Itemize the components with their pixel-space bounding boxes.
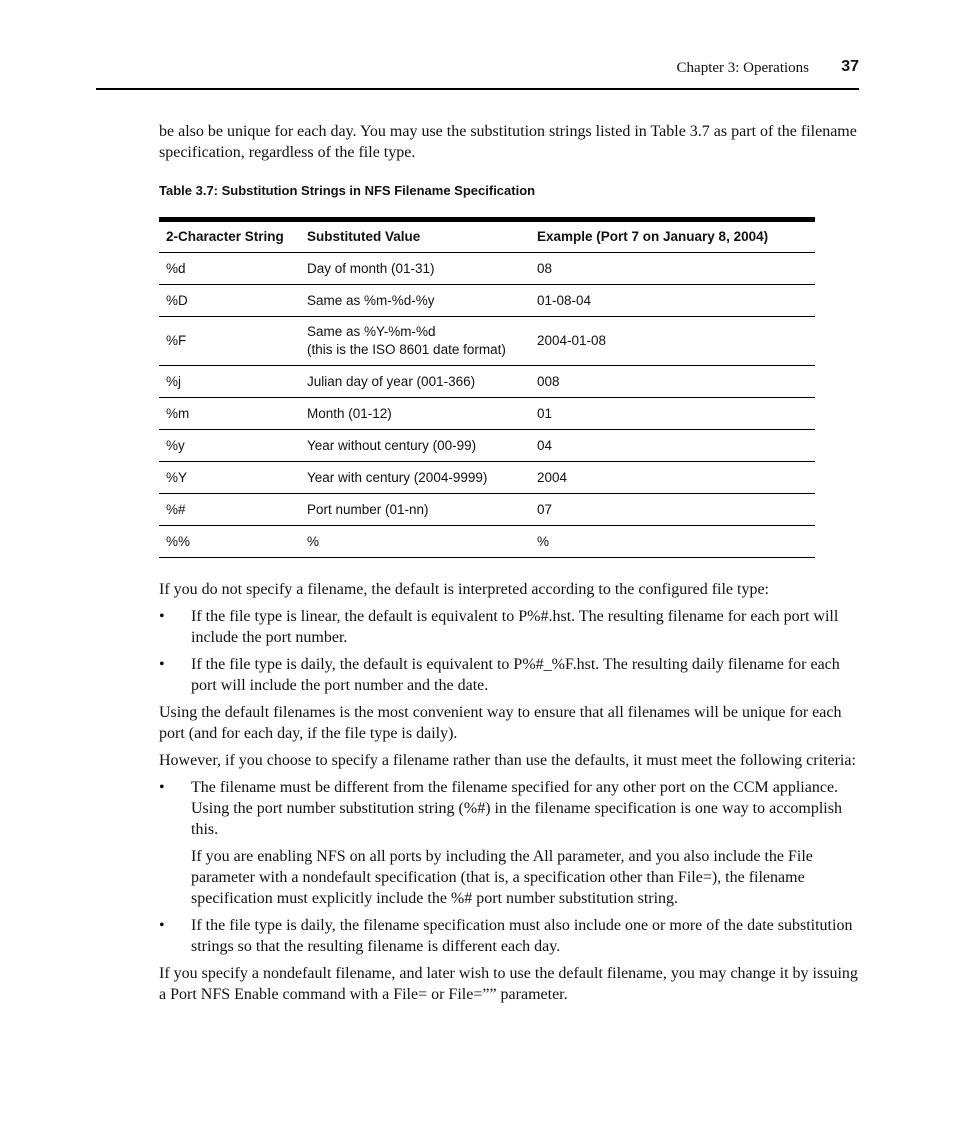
table-header-row (159, 220, 815, 253)
code-cell: %d (159, 253, 300, 285)
table-row (159, 462, 815, 494)
value-line-note: (this is the ISO 8601 date format) (307, 342, 506, 357)
page-content (159, 121, 859, 1005)
example-cell: 2004 (530, 462, 815, 494)
bullet-marker: • (159, 656, 165, 673)
bullet-text: The filename must be different from the filename specified for any other port on the CCM appliance. Using the port number substitution string (%#) in the filename specification is one way to accomplish this. (191, 779, 842, 838)
bullet-note-paragraph: If you are enabling NFS on all ports by including the All parameter, and you also include the File parameter with a nondefault specification (that is, a specification other than File=), the filename specification must explicitly include the %# port number substitution string. (191, 848, 813, 907)
chapter-title: Chapter 3: Operations (676, 60, 809, 76)
column-header: 2-Character String (159, 220, 300, 253)
bullet-item (159, 777, 859, 840)
example-cell: 08 (530, 253, 815, 285)
column-header: Substituted Value (300, 220, 530, 253)
criteria-intro-paragraph: However, if you choose to specify a filename rather than use the defaults, it must meet the following criteria: (159, 752, 856, 769)
page-header (96, 56, 859, 90)
table-row (159, 526, 815, 558)
code-cell: %j (159, 366, 300, 398)
closing-paragraph: If you specify a nondefault filename, and later wish to use the default filename, you may change it by issuing a Port NFS Enable command with a File= or File=”” parameter. (159, 965, 858, 1003)
example-cell: 01-08-04 (530, 285, 815, 317)
bullet-marker: • (159, 608, 165, 625)
table-row (159, 253, 815, 285)
substitution-table (159, 217, 815, 558)
value-cell: Same as %m-%d-%y (300, 285, 530, 317)
bullet-item (159, 606, 859, 648)
code-cell: %y (159, 430, 300, 462)
bullet-text: If the file type is linear, the default is equivalent to P%#.hst. The resulting filename for each port will include the port number. (191, 608, 839, 646)
code-cell: %% (159, 526, 300, 558)
default-intro-paragraph: If you do not specify a filename, the default is interpreted according to the configured file type: (159, 581, 769, 598)
value-cell: Month (01-12) (300, 398, 530, 430)
convenience-paragraph: Using the default filenames is the most convenient way to ensure that all filenames will be unique for each port (and for each day, if the file type is daily). (159, 704, 842, 742)
value-cell: Year with century (2004-9999) (300, 462, 530, 494)
bullet-item (159, 654, 859, 696)
example-cell: 07 (530, 494, 815, 526)
code-cell: %D (159, 285, 300, 317)
intro-paragraph: be also be unique for each day. You may use the substitution strings listed in Table 3.7 as part of the filename specification, regardless of the file type. (159, 123, 857, 161)
value-line: Same as %Y-%m-%d (307, 324, 436, 339)
table-caption: Table 3.7: Substitution Strings in NFS Filename Specification (159, 183, 536, 198)
example-cell: 2004-01-08 (530, 317, 815, 366)
example-cell: 01 (530, 398, 815, 430)
code-cell: %# (159, 494, 300, 526)
bullet-text: If the file type is daily, the default is equivalent to P%#_%F.hst. The resulting daily filename for each port will include the port number and the date. (191, 656, 840, 694)
example-cell: % (530, 526, 815, 558)
table-row (159, 285, 815, 317)
value-cell: Julian day of year (001-366) (300, 366, 530, 398)
table-row (159, 398, 815, 430)
page-number: 37 (841, 58, 859, 75)
value-cell: % (300, 526, 530, 558)
value-cell (300, 317, 530, 366)
bullet-text: If the file type is daily, the filename specification must also include one or more of the date substitution strings so that the resulting filename is different each day. (191, 917, 853, 955)
value-cell: Day of month (01-31) (300, 253, 530, 285)
bullet-marker: • (159, 779, 165, 796)
code-cell: %Y (159, 462, 300, 494)
example-cell: 04 (530, 430, 815, 462)
column-header: Example (Port 7 on January 8, 2004) (530, 220, 815, 253)
example-cell: 008 (530, 366, 815, 398)
table-row (159, 430, 815, 462)
value-cell: Year without century (00-99) (300, 430, 530, 462)
table-row (159, 366, 815, 398)
table-row (159, 317, 815, 366)
value-cell: Port number (01-nn) (300, 494, 530, 526)
bullet-marker: • (159, 917, 165, 934)
bullet-item (159, 915, 859, 957)
table-row (159, 494, 815, 526)
code-cell: %F (159, 317, 300, 366)
code-cell: %m (159, 398, 300, 430)
